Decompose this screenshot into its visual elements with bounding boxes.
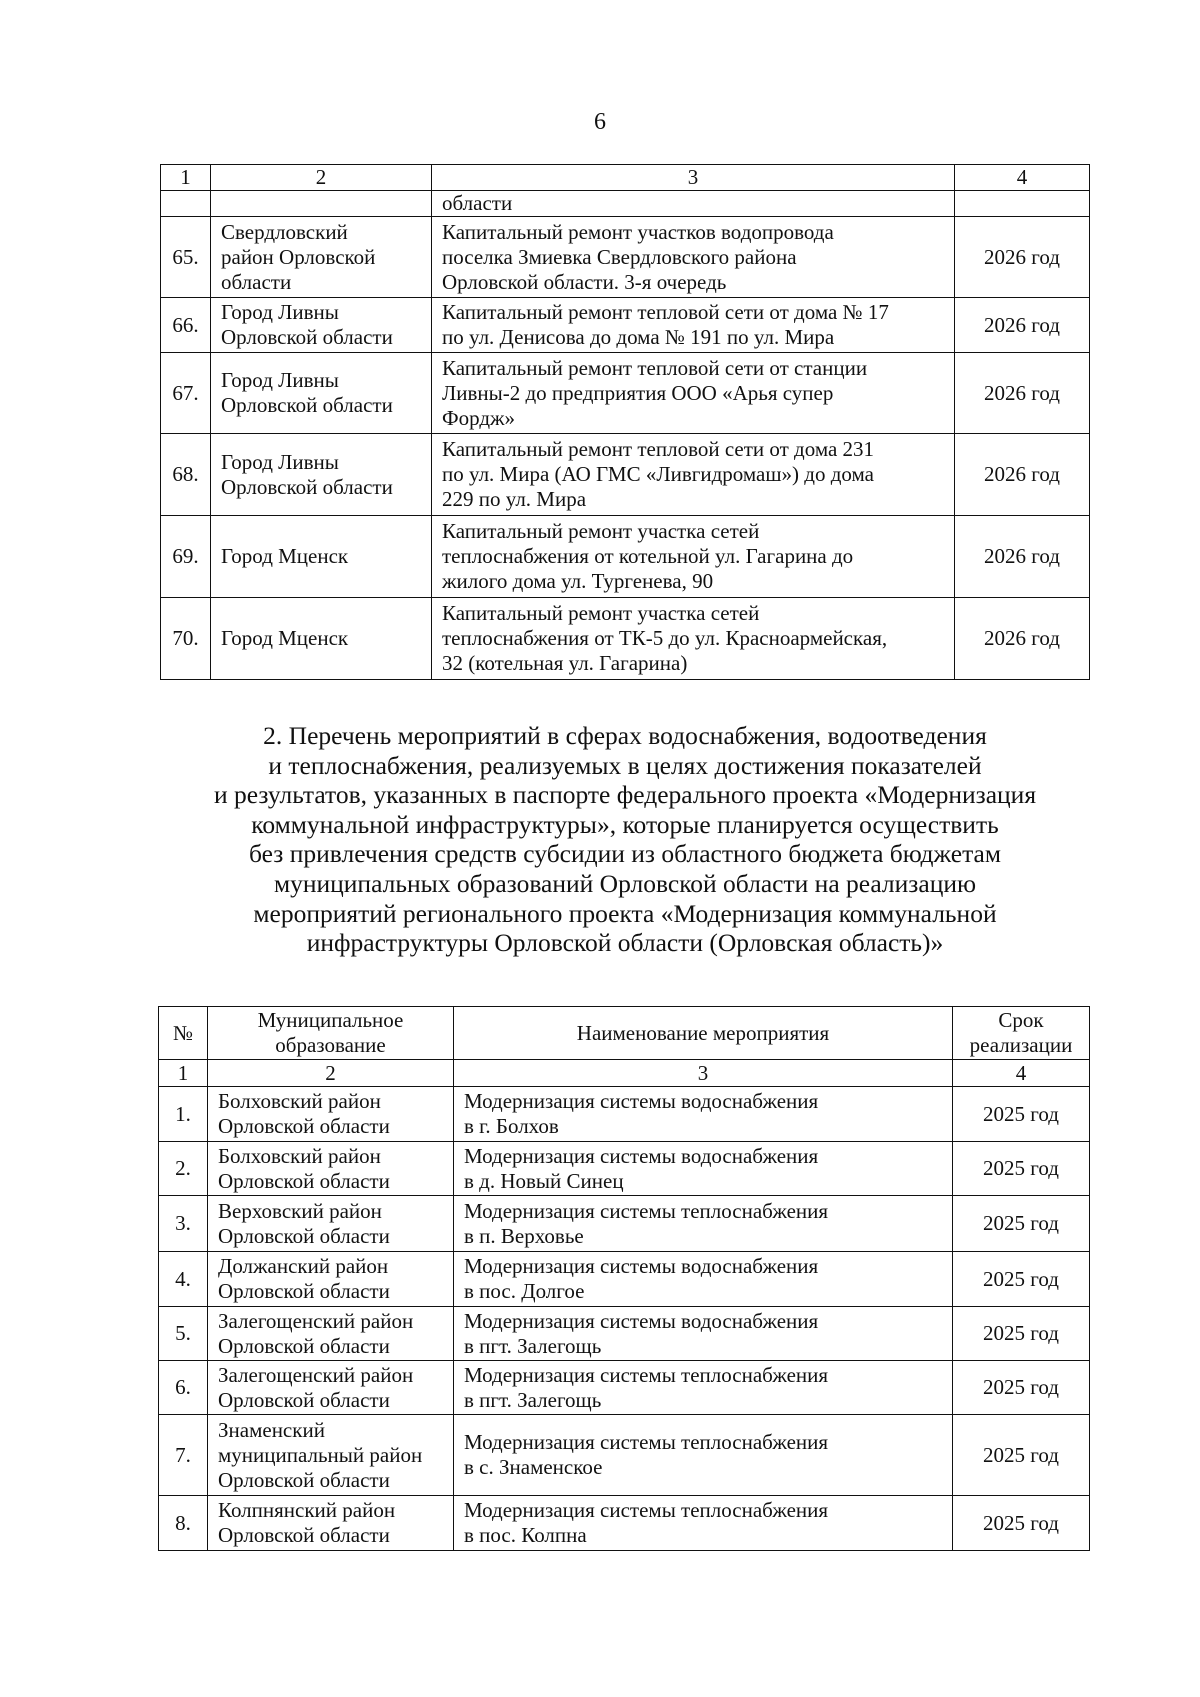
table-row <box>159 1496 1090 1551</box>
municipality-cell <box>211 353 432 434</box>
row-number: 1. <box>159 1087 208 1142</box>
section-title-line: муниципальных образований Орловской области на реализацию <box>273 868 977 898</box>
activity-line: Капитальный ремонт участка сетей <box>442 519 760 543</box>
municipality-line: Орловской области <box>221 325 393 349</box>
term-cell: 2026 год <box>955 353 1090 434</box>
table-row <box>161 434 1090 516</box>
section-title-line: 2. Перечень мероприятий в сферах водоснабжения, водоотведения <box>263 721 987 750</box>
header-line: реализации <box>969 1033 1073 1057</box>
section-title-line: мероприятий регионального проекта «Модернизация коммунальной <box>253 898 997 928</box>
activity-line: Капитальный ремонт тепловой сети от дома 231 <box>442 437 875 461</box>
table-row <box>159 1087 1090 1142</box>
activity-cell <box>454 1252 953 1307</box>
activity-line: 229 по ул. Мира <box>442 487 587 511</box>
activity-line: в д. Новый Синец <box>464 1168 624 1193</box>
municipality-cell <box>208 1196 454 1252</box>
row-number: 2. <box>159 1142 208 1196</box>
row-number: 67. <box>161 353 211 434</box>
activity-line: теплоснабжения от ТК-5 до ул. Красноармейская, <box>442 626 888 650</box>
column-number: 2 <box>211 165 432 191</box>
activity-cell <box>454 1307 953 1361</box>
municipality-cell <box>211 298 432 353</box>
municipality-line: Болховский район <box>218 1143 381 1168</box>
row-number: 8. <box>159 1496 208 1551</box>
column-number: 4 <box>953 1060 1090 1087</box>
activity-line: в пгт. Залегощь <box>464 1387 602 1412</box>
activity-line: в пгт. Залегощь <box>464 1333 602 1358</box>
table-row <box>159 1252 1090 1307</box>
column-number-row <box>159 1060 1090 1087</box>
activity-line: Капитальный ремонт тепловой сети от станции <box>442 355 868 380</box>
term-cell: 2025 год <box>953 1196 1090 1252</box>
municipality-cell <box>211 217 432 298</box>
municipality-line: Залегощенский район <box>218 1308 414 1333</box>
municipality-line: Орловской области <box>218 1114 390 1138</box>
municipality-line: Знаменский <box>218 1417 325 1442</box>
municipality-line: Орловской области <box>218 1223 390 1248</box>
table-row <box>161 298 1090 353</box>
row-number: 66. <box>161 298 211 353</box>
table-row <box>161 217 1090 298</box>
activity-line: Модернизация системы водоснабжения <box>464 1143 819 1168</box>
column-number: 3 <box>454 1060 953 1087</box>
row-number <box>161 191 211 217</box>
activity-cell <box>432 598 955 680</box>
activity-line: 32 (котельная ул. Гагарина) <box>442 651 688 675</box>
term-cell: 2025 год <box>953 1361 1090 1415</box>
table-row <box>159 1415 1090 1496</box>
term-cell <box>955 191 1090 217</box>
municipality-line: Орловской области <box>218 1523 390 1547</box>
column-number: 4 <box>955 165 1090 191</box>
municipality-line: Город Мценск <box>221 544 349 568</box>
activity-line: Модернизация системы водоснабжения <box>464 1089 819 1113</box>
table-row <box>161 598 1090 680</box>
activity-cell <box>454 1361 953 1415</box>
municipality-line: муниципальный район <box>218 1442 423 1467</box>
section-title-line: и результатов, указанных в паспорте федерального проекта «Модернизация <box>213 780 1037 810</box>
header-term <box>953 1007 1090 1060</box>
activity-line: Фордж» <box>442 405 516 430</box>
section-title-line: и теплоснабжения, реализуемых в целях достижения показателей <box>268 750 982 780</box>
municipality-cell <box>208 1087 454 1142</box>
municipality-line: Колпнянский район <box>218 1498 396 1522</box>
table-row <box>159 1307 1090 1361</box>
activity-cell <box>432 516 955 598</box>
term-cell: 2026 год <box>955 598 1090 680</box>
table-header-row <box>159 1007 1090 1060</box>
term-cell: 2025 год <box>953 1252 1090 1307</box>
activity-line: в г. Болхов <box>464 1114 559 1138</box>
activity-cell <box>454 1415 953 1496</box>
municipality-cell <box>208 1361 454 1415</box>
row-number: 3. <box>159 1196 208 1252</box>
municipality-line: Должанский район <box>218 1254 389 1278</box>
activity-line: жилого дома ул. Тургенева, 90 <box>442 569 714 593</box>
row-number: 65. <box>161 217 211 298</box>
term-cell: 2025 год <box>953 1307 1090 1361</box>
municipality-cell <box>208 1252 454 1307</box>
municipality-line: Орловской области <box>221 393 393 417</box>
activity-line: Модернизация системы теплоснабжения <box>464 1498 829 1522</box>
table-row <box>159 1361 1090 1415</box>
column-number: 1 <box>159 1060 208 1087</box>
municipality-cell <box>211 516 432 598</box>
header-line: образование <box>275 1033 386 1057</box>
activity-line: Модернизация системы теплоснабжения <box>464 1198 829 1223</box>
table-section2 <box>158 1006 1090 1551</box>
header-num: № <box>159 1007 208 1060</box>
activity-line: в с. Знаменское <box>464 1455 603 1479</box>
activity-cell <box>432 217 955 298</box>
table-continuation <box>160 164 1090 680</box>
municipality-line: Орловской области <box>218 1279 390 1303</box>
municipality-line: Верховский район <box>218 1198 382 1223</box>
row-number: 4. <box>159 1252 208 1307</box>
activity-line: поселка Змиевка Свердловского района <box>442 244 797 269</box>
municipality-cell <box>211 598 432 680</box>
municipality-line: Свердловский <box>221 219 348 244</box>
municipality-line: Город Мценск <box>221 626 349 650</box>
row-number: 69. <box>161 516 211 598</box>
municipality-line: Орловской области <box>218 1168 390 1193</box>
column-number: 2 <box>208 1060 454 1087</box>
municipality-cell <box>208 1142 454 1196</box>
activity-line: Капитальный ремонт участка сетей <box>442 601 760 625</box>
section-title-line: коммунальной инфраструктуры», которые планируется осуществить <box>251 809 999 839</box>
term-cell: 2025 год <box>953 1087 1090 1142</box>
activity-line: Модернизация системы теплоснабжения <box>464 1430 829 1454</box>
row-number: 6. <box>159 1361 208 1415</box>
header-line: Муниципальное <box>257 1008 404 1032</box>
table-row <box>159 1196 1090 1252</box>
term-cell: 2025 год <box>953 1415 1090 1496</box>
activity-line: по ул. Мира (АО ГМС «Ливгидромаш») до дома <box>442 462 874 486</box>
activity-line: теплоснабжения от котельной ул. Гагарина до <box>442 544 854 568</box>
row-number: 7. <box>159 1415 208 1496</box>
term-cell: 2026 год <box>955 298 1090 353</box>
activity-cell: области <box>432 191 955 217</box>
municipality-line: Орловской области <box>218 1467 390 1492</box>
table-row <box>161 516 1090 598</box>
municipality-line: Город Ливны <box>221 449 339 474</box>
activity-cell <box>454 1196 953 1252</box>
column-number-row <box>161 165 1090 191</box>
term-cell: 2026 год <box>955 217 1090 298</box>
row-number: 68. <box>161 434 211 516</box>
municipality-line: Город Ливны <box>221 300 339 324</box>
municipality-line: Орловской области <box>221 474 393 499</box>
table-row <box>159 1142 1090 1196</box>
activity-cell <box>432 434 955 516</box>
municipality-line: Орловской области <box>218 1387 390 1412</box>
activity-line: Орловской области. 3-я очередь <box>442 269 727 294</box>
term-cell: 2025 год <box>953 1142 1090 1196</box>
activity-line: Модернизация системы водоснабжения <box>464 1308 819 1333</box>
header-line: Срок <box>998 1008 1044 1032</box>
municipality-cell <box>208 1415 454 1496</box>
municipality-line: район Орловской <box>221 244 376 269</box>
municipality-cell <box>208 1307 454 1361</box>
activity-line: в п. Верховье <box>464 1223 584 1248</box>
section-title <box>150 721 1100 958</box>
activity-cell <box>432 298 955 353</box>
term-cell: 2026 год <box>955 434 1090 516</box>
municipality-line: Город Ливны <box>221 368 339 392</box>
activity-line: по ул. Денисова до дома № 191 по ул. Мира <box>442 325 835 349</box>
activity-line: в пос. Колпна <box>464 1523 587 1547</box>
column-number: 3 <box>432 165 955 191</box>
activity-line: Ливны-2 до предприятия ООО «Арья супер <box>442 380 834 405</box>
activity-line: в пос. Долгое <box>464 1279 585 1303</box>
activity-cell <box>454 1087 953 1142</box>
column-number: 1 <box>161 165 211 191</box>
activity-cell <box>454 1496 953 1551</box>
municipality-cell <box>211 434 432 516</box>
table-row-continuation <box>161 191 1090 217</box>
section-title-line: инфраструктуры Орловской области (Орловская область)» <box>306 928 944 958</box>
table-row <box>161 353 1090 434</box>
row-number: 5. <box>159 1307 208 1361</box>
activity-line: Капитальный ремонт тепловой сети от дома № 17 <box>442 300 889 324</box>
term-cell: 2026 год <box>955 516 1090 598</box>
municipality-cell <box>208 1496 454 1551</box>
municipality-line: области <box>221 269 292 294</box>
activity-line: Модернизация системы теплоснабжения <box>464 1362 829 1387</box>
municipality-line: Залегощенский район <box>218 1362 414 1387</box>
section-title-line: без привлечения средств субсидии из областного бюджета бюджетам <box>249 839 1001 869</box>
activity-line: Модернизация системы водоснабжения <box>464 1254 819 1278</box>
header-activity: Наименование мероприятия <box>454 1007 953 1060</box>
municipality-line: Орловской области <box>218 1333 390 1358</box>
municipality-cell <box>211 191 432 217</box>
term-cell: 2025 год <box>953 1496 1090 1551</box>
page-number: 6 <box>594 109 606 135</box>
municipality-line: Болховский район <box>218 1089 381 1113</box>
activity-line: Капитальный ремонт участков водопровода <box>442 219 834 244</box>
header-municipality <box>208 1007 454 1060</box>
activity-cell <box>454 1142 953 1196</box>
activity-cell <box>432 353 955 434</box>
row-number: 70. <box>161 598 211 680</box>
